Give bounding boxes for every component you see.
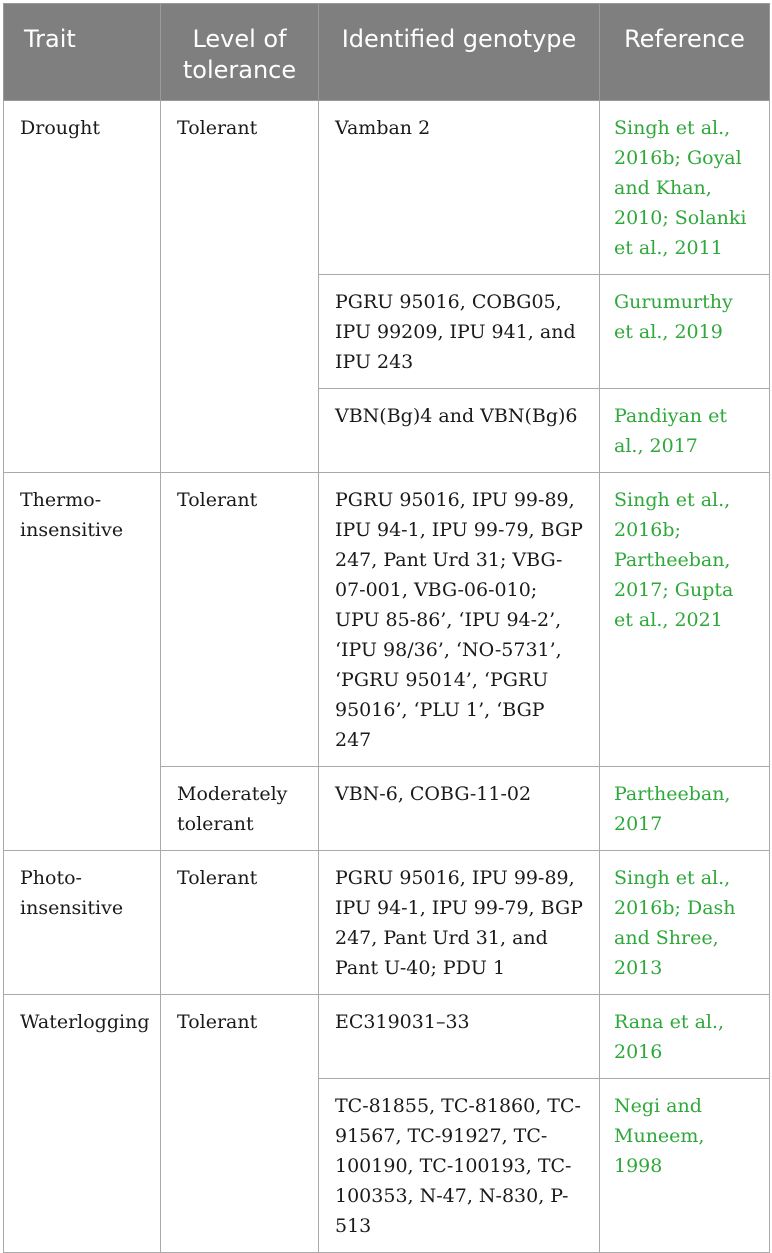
reference-link[interactable]: Singh et al., 2016b; Dash and Shree, 2013 — [600, 851, 770, 995]
genotype-cell: VBN(Bg)4 and VBN(Bg)6 — [319, 389, 600, 473]
trait-cell: Thermo-insensitive — [4, 473, 161, 851]
level-cell: Tolerant — [161, 473, 319, 767]
genotype-cell: TC-81855, TC-81860, TC-91567, TC-91927, TC-100190, TC-100193, TC-100353, N-47, N-830, P-513 — [319, 1079, 600, 1253]
reference-link[interactable]: Pandiyan et al., 2017 — [600, 389, 770, 473]
genotype-cell: Vamban 2 — [319, 101, 600, 275]
reference-link[interactable]: Negi and Muneem, 1998 — [600, 1079, 770, 1253]
level-cell: Tolerant — [161, 995, 319, 1253]
reference-link[interactable]: Gurumurthy et al., 2019 — [600, 275, 770, 389]
trait-cell: Waterlogging — [4, 995, 161, 1253]
genotype-cell: PGRU 95016, COBG05, IPU 99209, IPU 941, and IPU 243 — [319, 275, 600, 389]
reference-link[interactable]: Partheeban, 2017 — [600, 767, 770, 851]
header-identified-genotype: Identified genotype — [319, 4, 600, 101]
header-level-of-tolerance: Level of tolerance — [161, 4, 319, 101]
reference-link[interactable]: Singh et al., 2016b; Partheeban, 2017; Gupta et al., 2021 — [600, 473, 770, 767]
level-cell: Moderately tolerant — [161, 767, 319, 851]
reference-link[interactable]: Rana et al., 2016 — [600, 995, 770, 1079]
genotype-cell: VBN-6, COBG-11-02 — [319, 767, 600, 851]
level-cell: Tolerant — [161, 101, 319, 473]
header-reference: Reference — [600, 4, 770, 101]
level-cell: Tolerant — [161, 851, 319, 995]
table-row — [4, 851, 770, 995]
trait-cell: Drought — [4, 101, 161, 473]
table-row — [4, 101, 770, 275]
reference-link[interactable]: Singh et al., 2016b; Goyal and Khan, 2010; Solanki et al., 2011 — [600, 101, 770, 275]
genotype-cell: PGRU 95016, IPU 99-89, IPU 94-1, IPU 99-79, BGP 247, Pant Urd 31, and Pant U-40; PDU 1 — [319, 851, 600, 995]
table-row — [4, 995, 770, 1079]
genotype-cell: EC319031–33 — [319, 995, 600, 1079]
trait-cell: Photo-insensitive — [4, 851, 161, 995]
genotype-cell: PGRU 95016, IPU 99-89, IPU 94-1, IPU 99-79, BGP 247, Pant Urd 31; VBG-07-001, VBG-06-010; UPU 85-86’, ‘IPU 94-2’, ‘IPU 98/36’, ‘NO-5731’, ‘PGRU 95014’, ‘PGRU 95016’, ‘PLU 1’, ‘BGP 247 — [319, 473, 600, 767]
table-header-row — [4, 4, 770, 101]
header-trait: Trait — [4, 4, 161, 101]
tolerance-table — [3, 3, 770, 1253]
table-row — [4, 473, 770, 767]
